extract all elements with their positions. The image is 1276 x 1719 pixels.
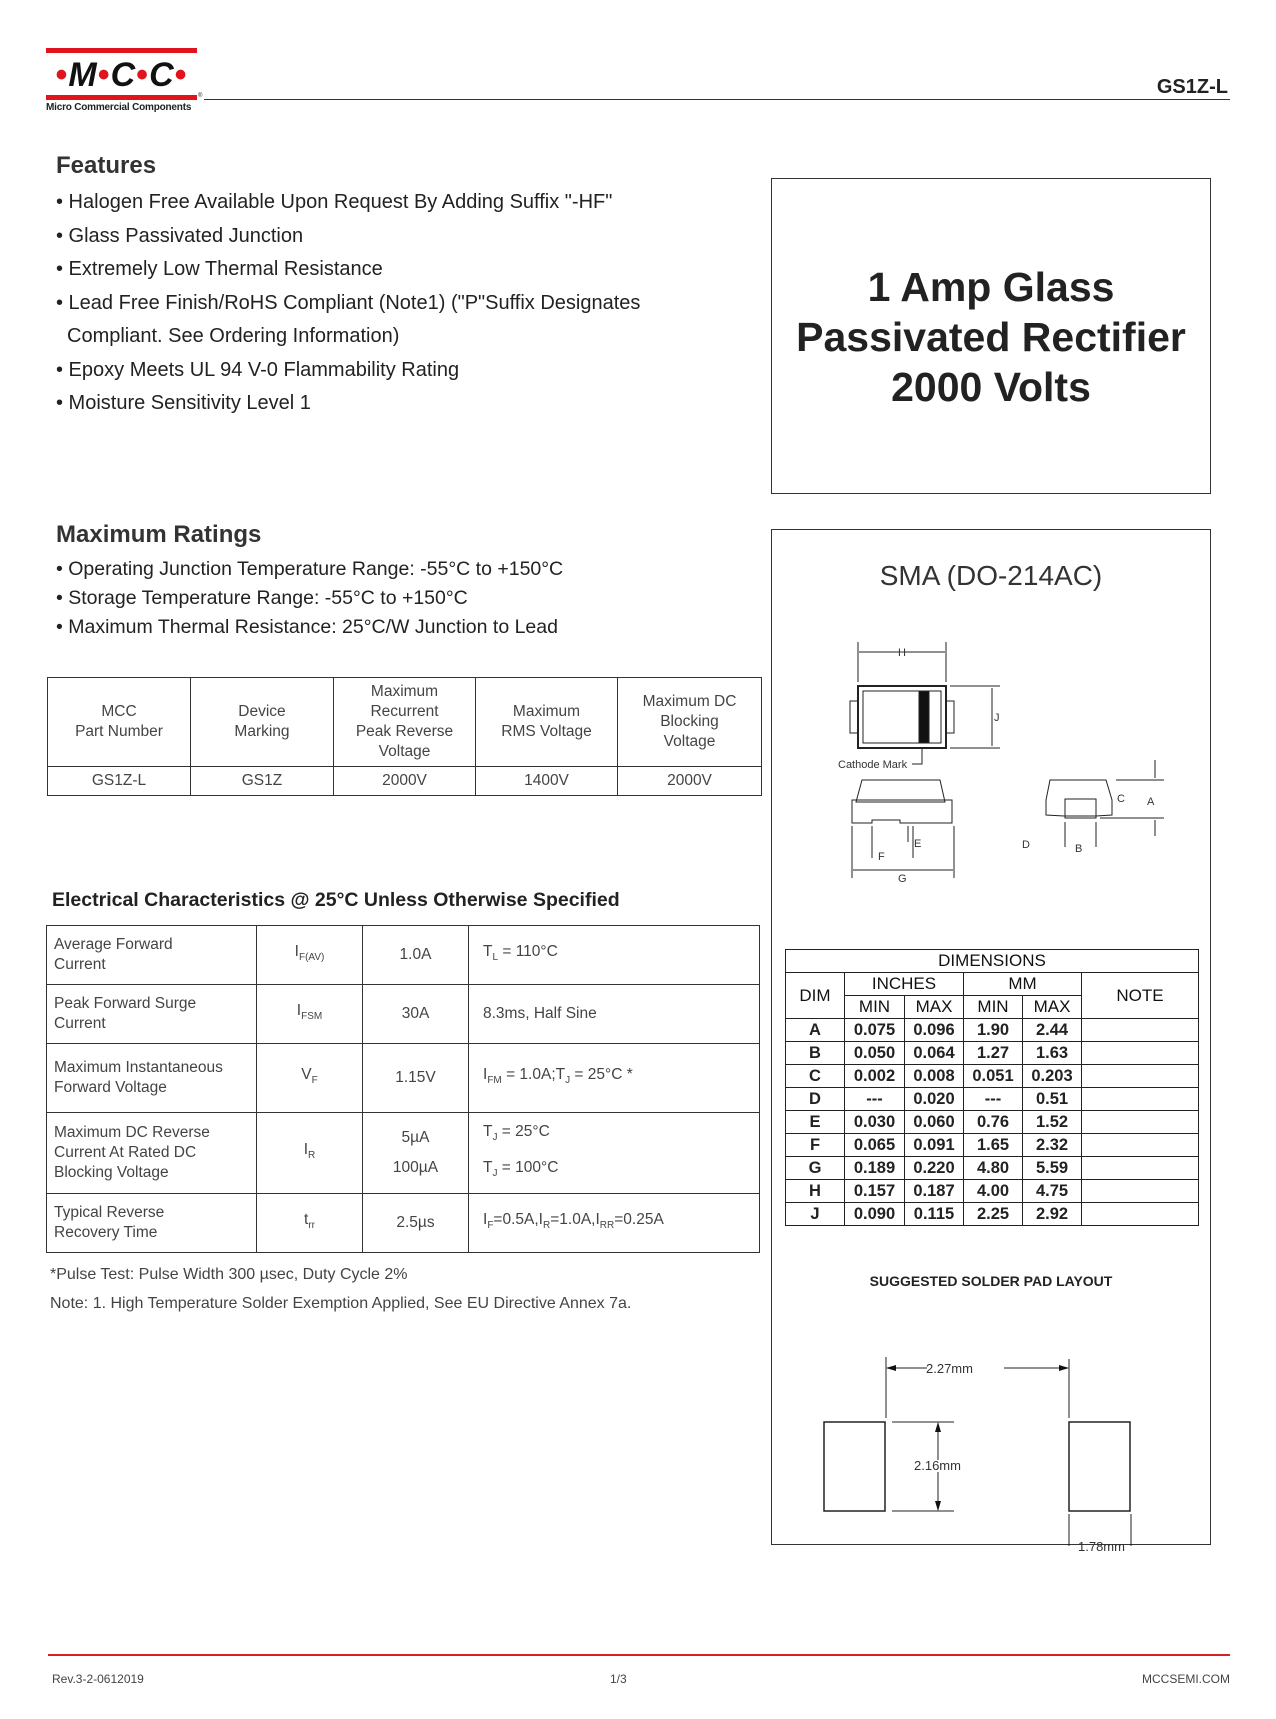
cell-dim: A (786, 1019, 845, 1042)
col-mm-max: MAX (1023, 996, 1082, 1019)
cell-in-min: --- (845, 1088, 905, 1111)
cell-note (1082, 1157, 1199, 1180)
cell-mm-min: 1.90 (964, 1019, 1023, 1042)
footnote-1: Note: 1. High Temperature Solder Exemption Applied, See EU Directive Annex 7a. (50, 1295, 632, 1312)
cell-mm-min: 4.00 (964, 1180, 1023, 1203)
table-row (786, 1111, 1199, 1134)
title-line-2: Passivated Rectifier (796, 314, 1186, 360)
col-mm: MM (964, 973, 1082, 996)
dim-label-g: G (898, 873, 907, 885)
table-row (47, 985, 760, 1044)
logo-bottom-bar (46, 95, 197, 100)
dim-label-a: A (1147, 796, 1155, 808)
symbol-cell: $V_F$ (257, 1044, 363, 1113)
cell-peak-reverse: 2000V (334, 767, 476, 796)
cell-mm-max: 5.59 (1023, 1157, 1082, 1180)
dim-label-d: D (1022, 839, 1030, 851)
page-number: 1/3 (610, 1672, 627, 1686)
table-row (48, 767, 762, 796)
package-box (771, 529, 1211, 1554)
value-cell: 1.0A (363, 926, 469, 985)
max-ratings-table (47, 677, 762, 796)
cell-note (1082, 1111, 1199, 1134)
cell-dc-blocking: 2000V (618, 767, 762, 796)
condition-cell: $I_F=0.5A,I_R=1.0A,I_{RR}=0.25A$ (469, 1194, 760, 1253)
value-cell: 1.15V (363, 1044, 469, 1113)
value-cell: 30A (363, 985, 469, 1044)
cell-in-min: 0.030 (845, 1111, 905, 1134)
dim-label-c: C (1117, 793, 1125, 805)
logo-top-bar (46, 48, 197, 53)
feature-item: • Moisture Sensitivity Level 1 (56, 392, 311, 414)
cell-note (1082, 1065, 1199, 1088)
max-ratings-heading: Maximum Ratings (56, 521, 262, 548)
feature-item: • Extremely Low Thermal Resistance (56, 258, 383, 280)
footer-rule (48, 1654, 1230, 1656)
cell-in-min: 0.189 (845, 1157, 905, 1180)
logo-letters: •M•C•C• (55, 56, 188, 94)
col-mm-min: MIN (964, 996, 1023, 1019)
cell-mm-min: 0.76 (964, 1111, 1023, 1134)
cell-in-max: 0.115 (905, 1203, 964, 1226)
symbol-cell: $t_{rr}$ (257, 1194, 363, 1253)
cell-in-max: 0.020 (905, 1088, 964, 1111)
cell-device-marking: GS1Z (191, 767, 334, 796)
table-row (786, 1042, 1199, 1065)
cell-mm-max: 2.92 (1023, 1203, 1082, 1226)
part-number: GS1Z-L (1156, 76, 1228, 98)
table-row (786, 1065, 1199, 1088)
electrical-table (46, 925, 760, 1253)
feature-item: • Lead Free Finish/RoHS Compliant (Note1) ("P"Suffix Designates (56, 291, 641, 314)
rating-item: • Maximum Thermal Resistance: 25°C/W Junction to Lead (56, 616, 558, 638)
cell-mm-max: 1.52 (1023, 1111, 1082, 1134)
cell-note (1082, 1019, 1199, 1042)
cell-note (1082, 1203, 1199, 1226)
cell-in-max: 0.187 (905, 1180, 964, 1203)
cathode-mark-label: Cathode Mark (838, 759, 908, 771)
cell-mm-min: 0.051 (964, 1065, 1023, 1088)
symbol-cell: $I_R$ (257, 1113, 363, 1194)
header-peak-reverse: Maximum Recurrent Peak Reverse Voltage (334, 678, 476, 767)
value-cell: 5µA 100µA (363, 1113, 469, 1194)
cell-dim: H (786, 1180, 845, 1203)
cell-part-number: GS1Z-L (48, 767, 191, 796)
header-device-marking: Device Marking (191, 678, 334, 767)
col-in-min: MIN (845, 996, 905, 1019)
cell-in-max: 0.008 (905, 1065, 964, 1088)
solder-pad-drawing (772, 1310, 1212, 1546)
registered-mark: ® (198, 93, 203, 99)
pad-spacing-label: 2.27mm (926, 1361, 973, 1376)
table-row (786, 1019, 1199, 1042)
feature-item: • Epoxy Meets UL 94 V-0 Flammability Rating (56, 358, 460, 381)
header-part-number: MCC Part Number (48, 678, 191, 767)
table-row (786, 1180, 1199, 1203)
cell-mm-max: 4.75 (1023, 1180, 1082, 1203)
cell-dim: F (786, 1134, 845, 1157)
cell-mm-min: 2.25 (964, 1203, 1023, 1226)
dimensions-title-row (786, 950, 1199, 973)
table-row (786, 1088, 1199, 1111)
cell-mm-max: 0.203 (1023, 1065, 1082, 1088)
cell-in-min: 0.090 (845, 1203, 905, 1226)
features-list (56, 186, 640, 421)
cell-mm-min: 1.27 (964, 1042, 1023, 1065)
dim-label-j: J (994, 712, 1000, 724)
header-rms-voltage: Maximum RMS Voltage (476, 678, 618, 767)
cell-dim: D (786, 1088, 845, 1111)
dim-label-b: B (1075, 843, 1083, 855)
cell-dim: E (786, 1111, 845, 1134)
param-cell: Peak Forward Surge Current (47, 985, 257, 1044)
cell-in-min: 0.002 (845, 1065, 905, 1088)
logo-subtitle: Micro Commercial Components (46, 102, 192, 113)
product-title-box (771, 178, 1211, 494)
col-note: NOTE (1082, 973, 1199, 1019)
cell-in-max: 0.060 (905, 1111, 964, 1134)
table-row (786, 1203, 1199, 1226)
param-cell: Maximum DC Reverse Current At Rated DC Blocking Voltage (47, 1113, 257, 1194)
electrical-heading: Electrical Characteristics @ 25°C Unless Otherwise Specified (52, 889, 620, 911)
table-row (786, 1134, 1199, 1157)
dim-label-f: F (878, 851, 885, 863)
title-line-1: 1 Amp Glass (867, 264, 1115, 310)
table-row (47, 1194, 760, 1253)
pulse-test-note: *Pulse Test: Pulse Width 300 µsec, Duty Cycle 2% (50, 1266, 408, 1283)
header-dc-blocking: Maximum DC Blocking Voltage (618, 678, 762, 767)
cell-note (1082, 1042, 1199, 1065)
symbol-cell: $I_{FSM}$ (257, 985, 363, 1044)
param-cell: Typical Reverse Recovery Time (47, 1194, 257, 1253)
revision-text: Rev.3-2-0612019 (52, 1672, 144, 1686)
unit-header-row (786, 973, 1199, 996)
title-line-3: 2000 Volts (891, 364, 1091, 410)
cell-mm-min: 1.65 (964, 1134, 1023, 1157)
feature-item: • Glass Passivated Junction (56, 224, 304, 247)
cell-mm-min: --- (964, 1088, 1023, 1111)
param-cell: Maximum Instantaneous Forward Voltage (47, 1044, 257, 1113)
max-ratings-list (56, 555, 563, 642)
value-cell: 2.5µs (363, 1194, 469, 1253)
dimensions-title: DIMENSIONS (786, 950, 1199, 973)
table-row (47, 1113, 760, 1194)
dimensions-table (785, 949, 1199, 1226)
pad-width-label: 1.78mm (1078, 1539, 1125, 1554)
condition-cell: $T_J = 25^\circ C$ $T_J = 100^\circ C$ (469, 1113, 760, 1194)
col-in-max: MAX (905, 996, 964, 1019)
param-cell: Average Forward Current (47, 926, 257, 985)
rating-item: • Operating Junction Temperature Range: -55°C to +150°C (56, 558, 564, 580)
cell-note (1082, 1088, 1199, 1111)
cell-in-min: 0.075 (845, 1019, 905, 1042)
rating-item: • Storage Temperature Range: -55°C to +150°C (56, 587, 468, 609)
solder-pad-title: SUGGESTED SOLDER PAD LAYOUT (869, 1273, 1113, 1289)
cell-mm-min: 4.80 (964, 1157, 1023, 1180)
table-row (47, 926, 760, 985)
cell-rms-voltage: 1400V (476, 767, 618, 796)
cell-note (1082, 1180, 1199, 1203)
table-row (786, 1157, 1199, 1180)
cell-dim: C (786, 1065, 845, 1088)
condition-cell: $T_L = 110^\circ C$ (469, 926, 760, 985)
cell-in-max: 0.064 (905, 1042, 964, 1065)
cell-in-max: 0.091 (905, 1134, 964, 1157)
cell-in-min: 0.065 (845, 1134, 905, 1157)
pad-height-label: 2.16mm (914, 1458, 961, 1473)
condition-cell: $I_{FM}$ = $1.0A;T_J = 25^\circ C$ * (469, 1044, 760, 1113)
symbol-cell: $I_{F(AV)}$ (257, 926, 363, 985)
website-link[interactable]: MCCSEMI.COM (1142, 1672, 1230, 1686)
package-title: SMA (DO-214AC) (879, 560, 1103, 591)
cell-dim: B (786, 1042, 845, 1065)
cell-mm-max: 1.63 (1023, 1042, 1082, 1065)
package-outline-drawing (772, 630, 1212, 890)
cell-in-max: 0.220 (905, 1157, 964, 1180)
feature-item: • Halogen Free Available Upon Request By Adding Suffix "-HF" (56, 191, 613, 213)
table-header-row (48, 678, 762, 767)
cell-mm-max: 2.32 (1023, 1134, 1082, 1157)
dim-label-h: H (898, 647, 906, 659)
cell-in-min: 0.050 (845, 1042, 905, 1065)
feature-item-continued: Compliant. See Ordering Information) (67, 325, 400, 347)
condition-cell: 8.3ms, Half Sine (469, 985, 760, 1044)
table-row (47, 1044, 760, 1113)
features-heading: Features (56, 152, 157, 179)
cell-dim: J (786, 1203, 845, 1226)
cell-in-min: 0.157 (845, 1180, 905, 1203)
cell-mm-max: 2.44 (1023, 1019, 1082, 1042)
dim-label-e: E (914, 838, 922, 850)
cell-note (1082, 1134, 1199, 1157)
cell-in-max: 0.096 (905, 1019, 964, 1042)
col-inches: INCHES (845, 973, 964, 996)
col-dim: DIM (786, 973, 845, 1019)
cell-mm-max: 0.51 (1023, 1088, 1082, 1111)
cell-dim: G (786, 1157, 845, 1180)
header-rule (204, 99, 1230, 100)
